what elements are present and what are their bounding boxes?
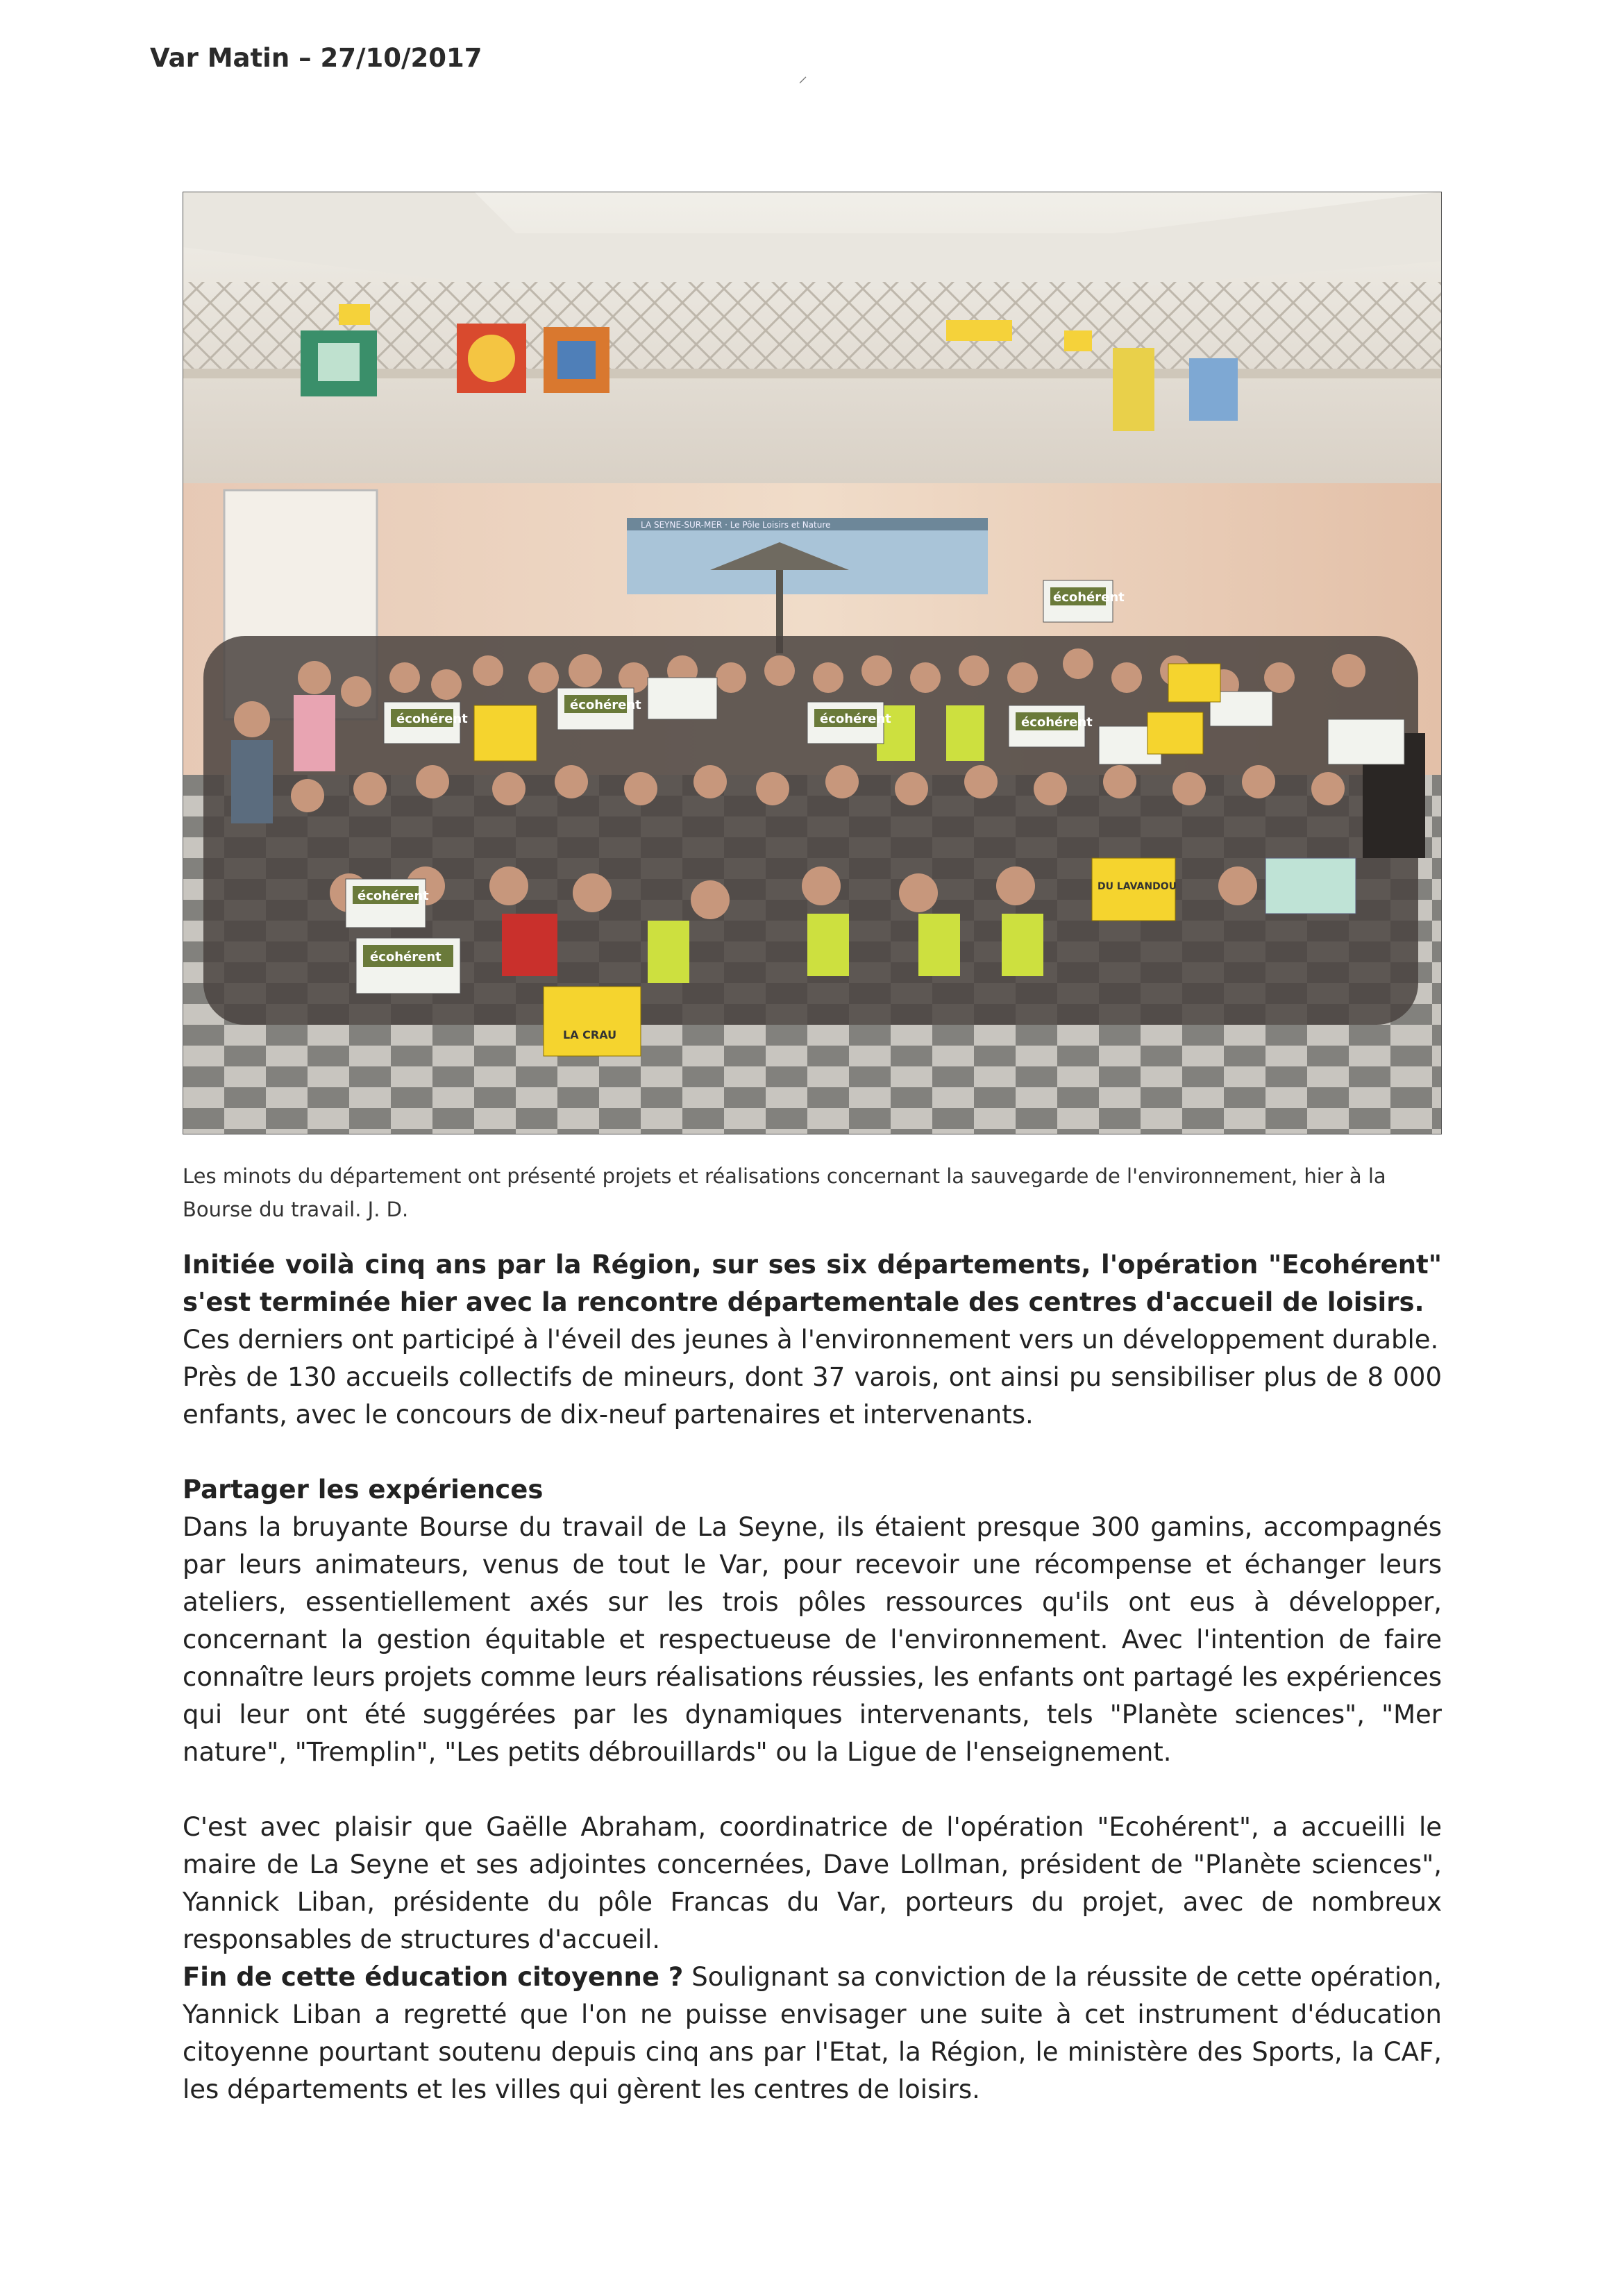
newspaper-source-date: Var Matin – 27/10/2017 [150, 43, 482, 73]
article-subheading: Partager les expériences [183, 1475, 544, 1505]
sign-label-7: écohérent [370, 950, 442, 964]
article-lead: Initiée voilà cinq ans par la Région, sur ses six départements, l'opération "Ecohérent" s'est terminée hier avec la rencontre départementale des centres d'accueil de loisirs. [183, 1250, 1442, 1317]
photo-caption: Les minots du département ont présenté projets et réalisations concernant la sauvegarde de l'environnement, hier à la Bourse du travail. J. D. [183, 1164, 1386, 1221]
article-intro-1: Ces derniers ont participé à l'éveil des jeunes à l'environnement vers un développement durable. [183, 1325, 1439, 1355]
sign-label-4: écohérent [1021, 715, 1093, 730]
article-intro-2: Près de 130 accueils collectifs de mineurs, dont 37 varois, ont ainsi pu sensibiliser plus de 8 000 enfants, avec le concours de dix-neuf partenaires et intervenants. [183, 1362, 1442, 1430]
sign-label-6: écohérent [358, 889, 429, 903]
sign-label-1: écohérent [396, 712, 468, 726]
scan-mark: ⸝ [798, 66, 808, 87]
sign-label-2: écohérent [570, 698, 641, 712]
banner-text: LA SEYNE-SUR-MER · Le Pôle Loisirs et Nature [641, 520, 831, 530]
sign-label-5: écohérent [1053, 590, 1125, 605]
sign-place-1: LA CRAU [563, 1028, 617, 1041]
article-paragraph-1: Dans la bruyante Bourse du travail de La Seyne, ils étaient presque 300 gamins, accompagnés par leurs animateurs, venus de tout le Var, pour recevoir une récompense et échanger leurs ateliers, essentiellement axés sur les trois pôles ressources qu'ils ont eus à développer, concernant la gestion équitable et respectueuse de l'environnement. Avec l'intention de faire connaître leurs projets comme leurs réalisations réussies, les enfants ont partagé les expériences qui leur ont été suggérées par les dynamiques intervenants, tels "Planète sciences", "Mer nature", "Tremplin", "Les petits débrouillards" ou la Ligue de l'enseignement. [183, 1512, 1442, 1767]
group-photo [183, 192, 1442, 1134]
article-paragraph-2: C'est avec plaisir que Gaëlle Abraham, coordinatrice de l'opération "Ecohérent", a accueilli le maire de La Seyne et ses adjointes concernées, Dave Lollman, président de "Planète sciences", Yannick Liban, présidente du pôle Francas du Var, porteurs du projet, avec de nombreux responsables de structures d'accueil. [183, 1812, 1442, 1954]
article-paragraph-3-text: Soulignant sa conviction de la réussite de cette opération, Yannick Liban a regretté que l'on ne puisse envisager une suite à cet instrument d'éducation citoyenne pourtant soutenu depuis cinq ans par l'Etat, la Région, le ministère des Sports, la CAF, les départements et les villes qui gèrent les centres de loisirs. [183, 1962, 1442, 2104]
article-paragraph-3 [183, 1959, 1442, 2109]
article-inline-heading: Fin de cette éducation citoyenne ? [183, 1962, 684, 1992]
sign-place-2: DU LAVANDOU [1098, 881, 1177, 892]
sign-label-3: écohérent [820, 712, 891, 726]
article-body [183, 1246, 1442, 2109]
